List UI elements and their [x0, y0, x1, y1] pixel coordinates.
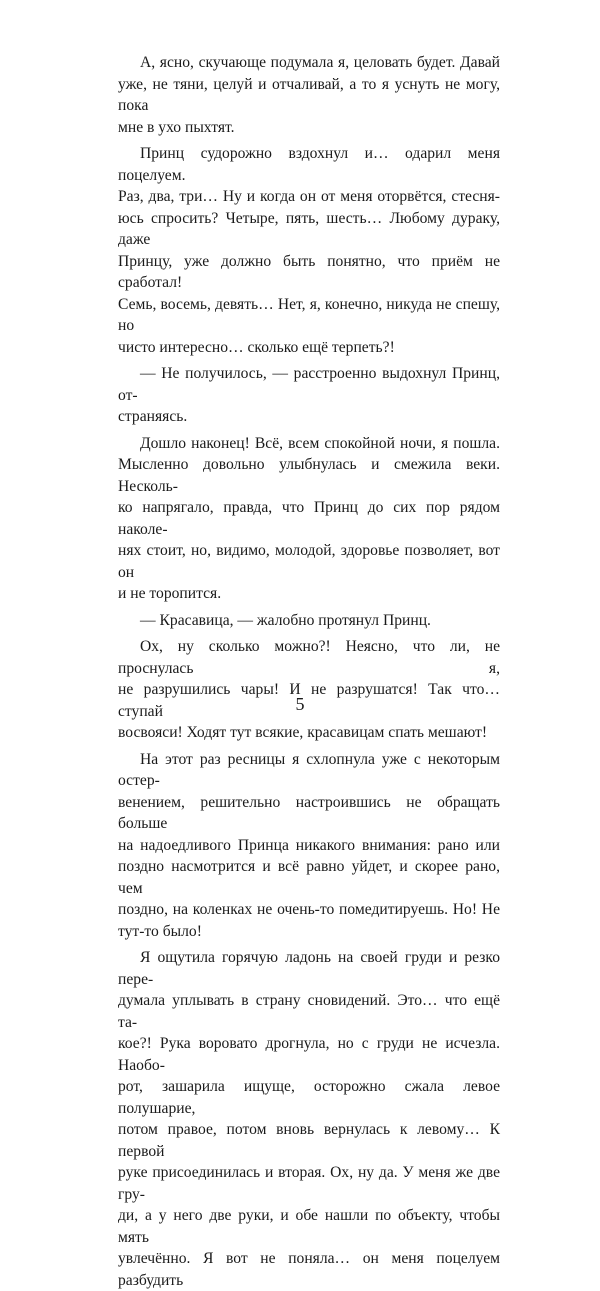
text-line: тут-то было! [118, 922, 202, 940]
paragraph [118, 610, 500, 632]
text-line: Принцу, уже должно быть понятно, что приём не сработал! [118, 252, 500, 291]
text-line: Дошло наконец! Всё, всем спокойной ночи, я пошла. [140, 434, 500, 452]
text-line: кое?! Рука воровато дрогнула, но с груди не исчезла. Наобо- [118, 1035, 500, 1074]
text-line: и не торопится. [118, 585, 222, 602]
text-line: А, ясно, скучающе подумала я, целовать будет. Давай [140, 54, 500, 71]
paragraph [118, 947, 500, 1291]
text-line: на надоедливого Принца никакого внимания: рано или [118, 836, 500, 854]
text-line: юсь спросить? Четыре, пять, шесть… Любому дураку, даже [118, 209, 500, 248]
text-line: — Красавица, — жалобно протянул Принц. [140, 611, 431, 629]
text-line: — Не получилось, — расстроенно выдохнул Принц, от- [118, 365, 500, 404]
paragraph [118, 433, 500, 605]
text-line: ди, а у него две руки, и обе нашли по объекту, чтобы мять [118, 1207, 500, 1246]
text-line: уже, не тяни, целуй и отчаливай, а то я уснуть не могу, пока [118, 75, 500, 114]
text-line: Раз, два, три… Ну и когда он от меня оторвётся, стесня- [118, 188, 500, 205]
text-line: Ох, ну сколько можно?! Неясно, что ли, не проснулась я, [118, 638, 500, 677]
paragraph [118, 749, 500, 943]
text-line: Принц судорожно вздохнул и… одарил меня поцелуем. [118, 145, 500, 184]
body-text [118, 52, 500, 1291]
paragraph [118, 636, 500, 744]
text-line: восвояси! Ходят тут всякие, красавицам спать мешают! [118, 724, 488, 741]
text-line: На этот раз ресницы я схлопнула уже с некоторым остер- [118, 750, 500, 789]
text-line: потом правое, потом вновь вернулась к левому… К первой [118, 1121, 500, 1160]
text-line: Я ощутила горячую ладонь на своей груди и резко пере- [118, 949, 500, 988]
text-line: страняясь. [118, 408, 188, 425]
text-line: поздно, на коленках не очень-то помедитируешь. Но! Не [118, 901, 500, 918]
text-line: не разрушились чары! И не разрушатся! Так что… ступай [118, 681, 500, 720]
text-line: нях стоит, но, видимо, молодой, здоровье позволяет, вот он [118, 542, 500, 581]
text-line: увлечённо. Я вот не поняла… он меня поцелуем разбудить [118, 1250, 500, 1289]
text-line: Мысленно довольно улыбнулась и смежила веки. Несколь- [118, 456, 500, 495]
text-line: думала уплывать в страну сновидений. Это… что ещё та- [118, 992, 500, 1031]
text-line: рот, зашарила ищуще, осторожно сжала левое полушарие, [118, 1078, 500, 1117]
text-line: венением, решительно настроившись не обращать больше [118, 793, 500, 832]
text-line: Семь, восемь, девять… Нет, я, конечно, никуда не спешу, но [118, 295, 500, 334]
text-line: ко напрягало, правда, что Принц до сих пор рядом наколе- [118, 499, 500, 538]
page-number: 5 [295, 694, 305, 714]
paragraph [118, 363, 500, 428]
paragraph [118, 143, 500, 358]
paragraph [118, 52, 500, 138]
text-line: руке присоединилась и вторая. Ох, ну да. У меня же две гру- [118, 1164, 500, 1203]
text-line: мне в ухо пыхтят. [118, 118, 235, 136]
text-line: поздно насмотрится и всё равно уйдет, и скорее рано, чем [118, 858, 500, 897]
text-line: чисто интересно… сколько ещё терпеть?! [118, 338, 395, 356]
